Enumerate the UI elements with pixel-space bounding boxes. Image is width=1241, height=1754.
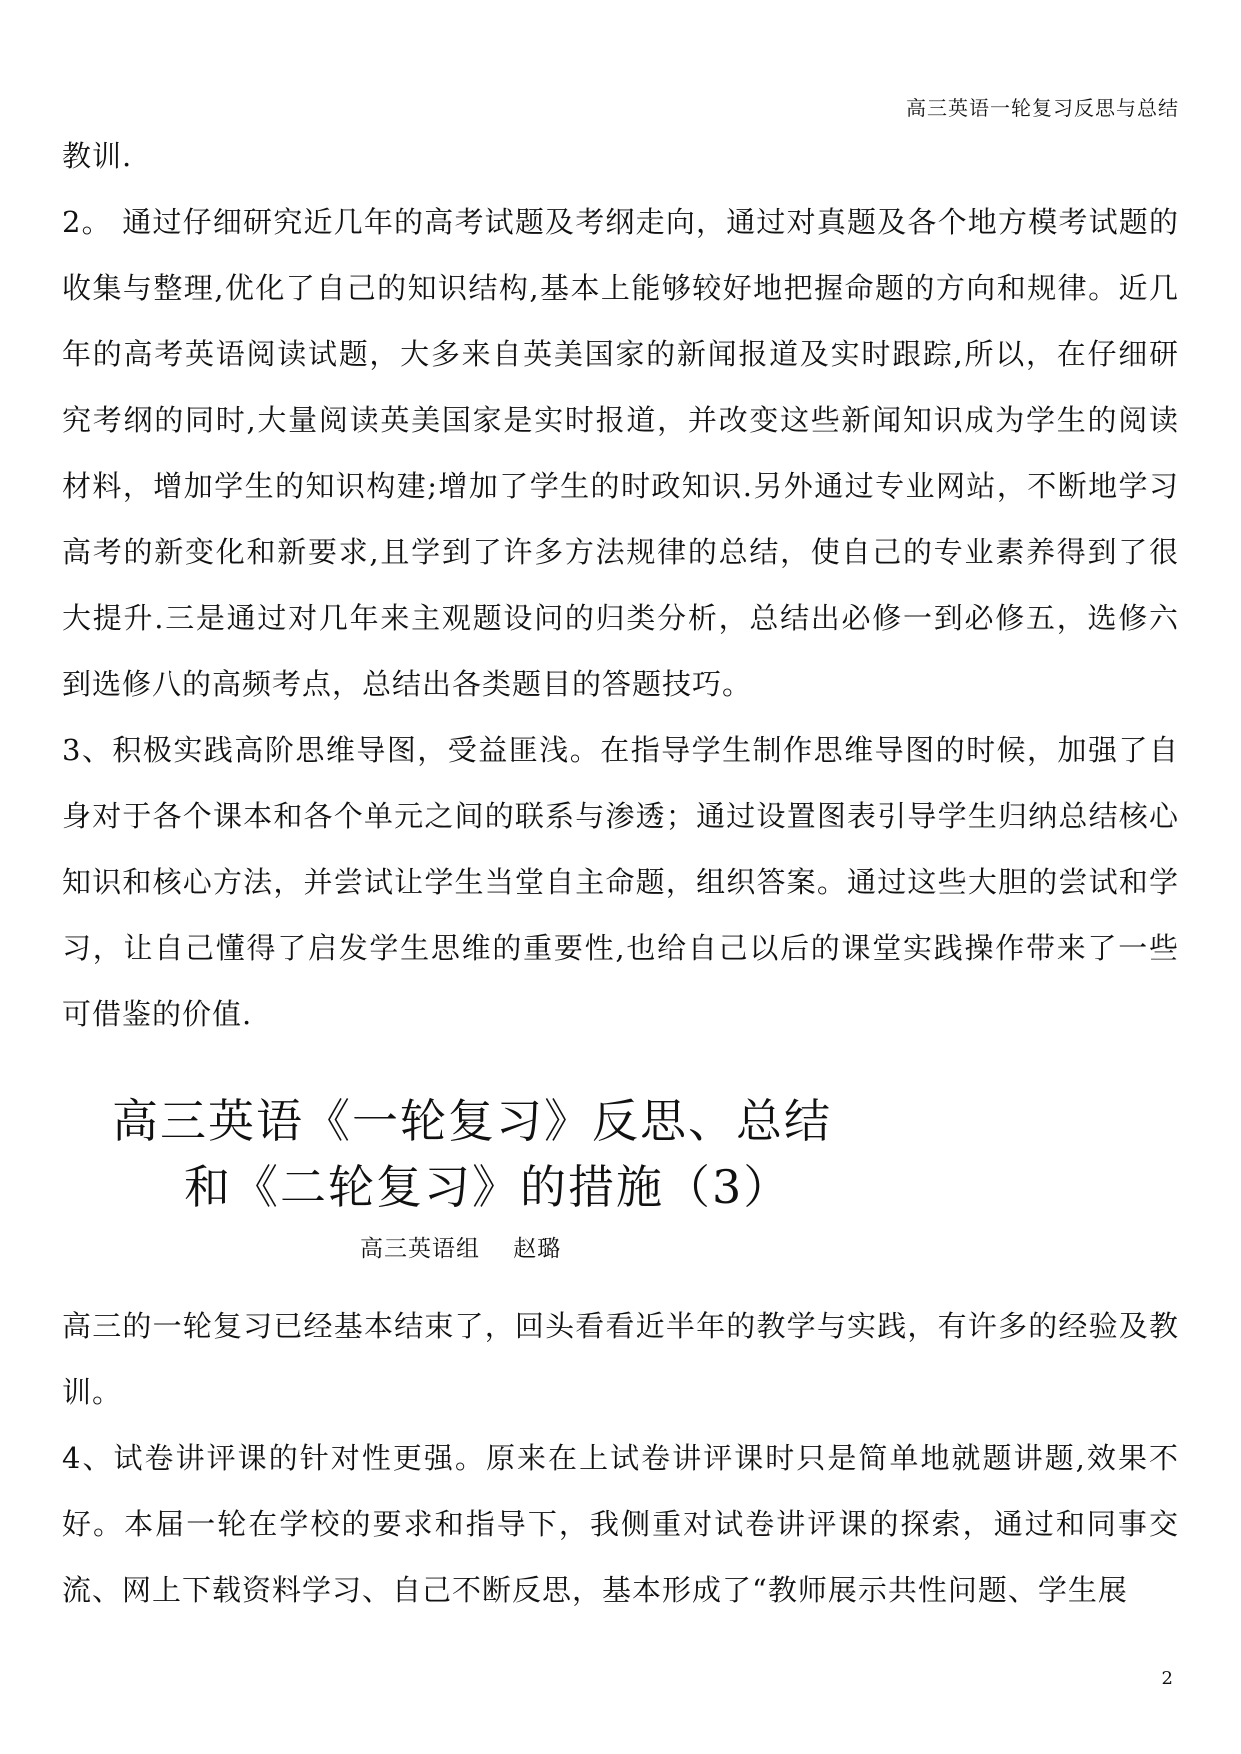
paragraph-point-4: 4、试卷讲评课的针对性更强。原来在上试卷讲评课时只是简单地就题讲题,效果不好。本届一轮在学校的要求和指导下，我侧重对试卷讲评课的探索，通过和同事交流、网上下载资料学习、自己不断反思，基本形成了“教师展示共性问题、学生展 xyxy=(62,1441,1179,1607)
paragraph-point-2: 2。 通过仔细研究近几年的高考试题及考纲走向，通过对真题及各个地方模考试题的收集与整理,优化了自己的知识结构,基本上能够较好地把握命题的方向和规律。近几年的高考英语阅读试题，大多来自英美国家的新闻报道及实时跟踪,所以，在仔细研究考纲的同时,大量阅读英美国家是实时报道，并改变这些新闻知识成为学生的阅读材料，增加学生的知识构建;增加了学生的时政知识.另外通过专业网站，不断地学习高考的新变化和新要求,且学到了许多方法规律的总结，使自己的专业素养得到了很大提升.三是通过对几年来主观题设问的归类分析，总结出必修一到必修五，选修六到选修八的高频考点，总结出各类题目的答题技巧。 xyxy=(62,205,1179,701)
paragraph-point-3: 3、积极实践高阶思维导图，受益匪浅。在指导学生制作思维导图的时候，加强了自身对于各个课本和各个单元之间的联系与渗透；通过设置图表引导学生归纳总结核心知识和核心方法，并尝试让学生当堂自主命题，组织答案。通过这些大胆的尝试和学习，让自己懂得了启发学生思维的重要性,也给自己以后的课堂实践操作带来了一些可借鉴的价值. xyxy=(62,733,1179,1031)
page-number: 2 xyxy=(1161,1668,1173,1689)
paragraph-lesson-end: 教训. xyxy=(62,139,133,173)
article-title-line-1: 高三英语《一轮复习》反思、总结 xyxy=(112,1094,832,1148)
running-header: 高三英语一轮复习反思与总结 xyxy=(906,96,1179,120)
bottom-text-section xyxy=(62,1293,1179,1623)
paragraph-intro: 高三的一轮复习已经基本结束了，回头看看近半年的教学与实践，有许多的经验及教训。 xyxy=(62,1309,1179,1409)
article-title-line-2: 和《二轮复习》的措施（3） xyxy=(184,1160,792,1214)
top-text-section xyxy=(62,123,1179,1047)
article-author: 高三英语组 赵璐 xyxy=(360,1236,562,1262)
